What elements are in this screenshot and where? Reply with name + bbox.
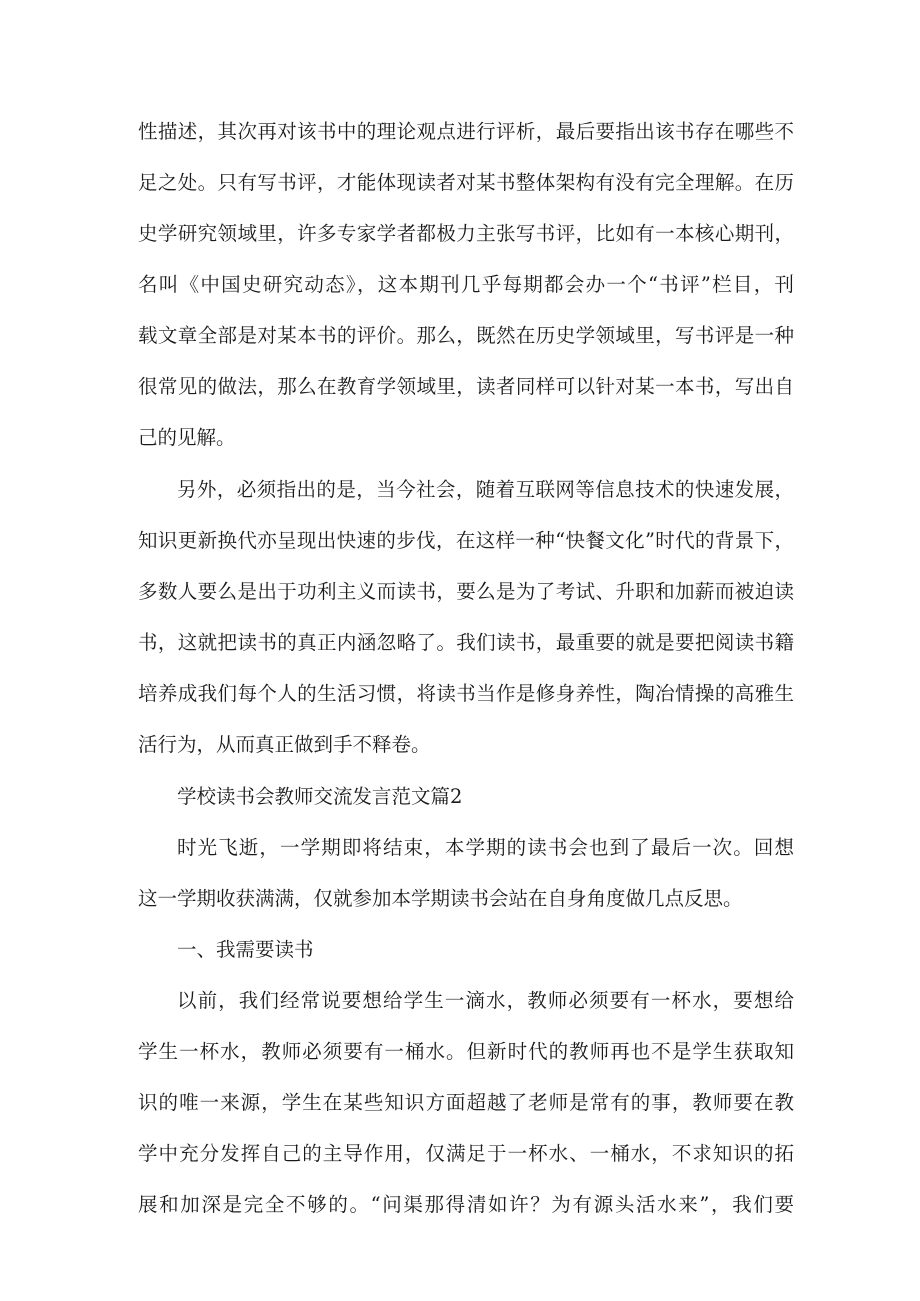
paragraph-line: 以前，我们经常说要想给学生一滴水，教师必须要有一杯水，要想给 [177, 989, 794, 1012]
paragraph-line: 展和加深是完全不够的。“问渠那得清如许？为有源头活水来”，我们要 [138, 1193, 794, 1216]
section-title: 学校读书会教师交流发言范文篇2 [177, 785, 463, 808]
paragraph-line: 很常见的做法，那么在教育学领域里，读者同样可以针对某一本书，写出自 [138, 375, 794, 398]
paragraph-line: 学中充分发挥自己的主导作用，仅满足于一杯水、一桶水，不求知识的拓 [138, 1142, 794, 1165]
paragraph-line: 己的见解。 [138, 426, 236, 449]
paragraph-line: 另外，必须指出的是，当今社会，随着互联网等信息技术的快速发展， [177, 478, 794, 501]
paragraph-line: 时光飞逝，一学期即将结束，本学期的读书会也到了最后一次。回想 [177, 836, 794, 859]
paragraph-line: 载文章全部是对某本书的评价。那么，既然在历史学领域里，写书评是一种 [138, 324, 794, 347]
paragraph-line: 书，这就把读书的真正内涵忽略了。我们读书，最重要的就是要把阅读书籍 [138, 631, 794, 654]
paragraph-line: 学生一杯水，教师必须要有一桶水。但新时代的教师再也不是学生获取知 [138, 1040, 794, 1063]
paragraph-line: 这一学期收获满满，仅就参加本学期读书会站在自身角度做几点反思。 [138, 887, 743, 910]
paragraph-line: 足之处。只有写书评，才能体现读者对某书整体架构有没有完全理解。在历 [138, 171, 794, 194]
paragraph-line: 知识更新换代亦呈现出快速的步伐，在这样一种“快餐文化”时代的背景下， [138, 529, 794, 552]
paragraph-line: 活行为，从而真正做到手不释卷。 [138, 733, 431, 756]
paragraph-line: 史学研究领域里，许多专家学者都极力主张写书评，比如有一本核心期刊， [138, 222, 794, 245]
paragraph-line: 多数人要么是出于功利主义而读书，要么是为了考试、升职和加薪而被迫读 [138, 580, 794, 603]
paragraph-line: 名叫《中国史研究动态》，这本期刊几乎每期都会办一个“书评”栏目，刊 [138, 273, 794, 296]
paragraph-line: 培养成我们每个人的生活习惯，将读书当作是修身养性，陶冶情操的高雅生 [138, 682, 794, 705]
paragraph-line: 识的唯一来源，学生在某些知识方面超越了老师是常有的事，教师要在教 [138, 1091, 794, 1114]
subheading: 一、我需要读书 [177, 938, 314, 961]
paragraph-line: 性描述，其次再对该书中的理论观点进行评析，最后要指出该书存在哪些不 [138, 120, 794, 143]
